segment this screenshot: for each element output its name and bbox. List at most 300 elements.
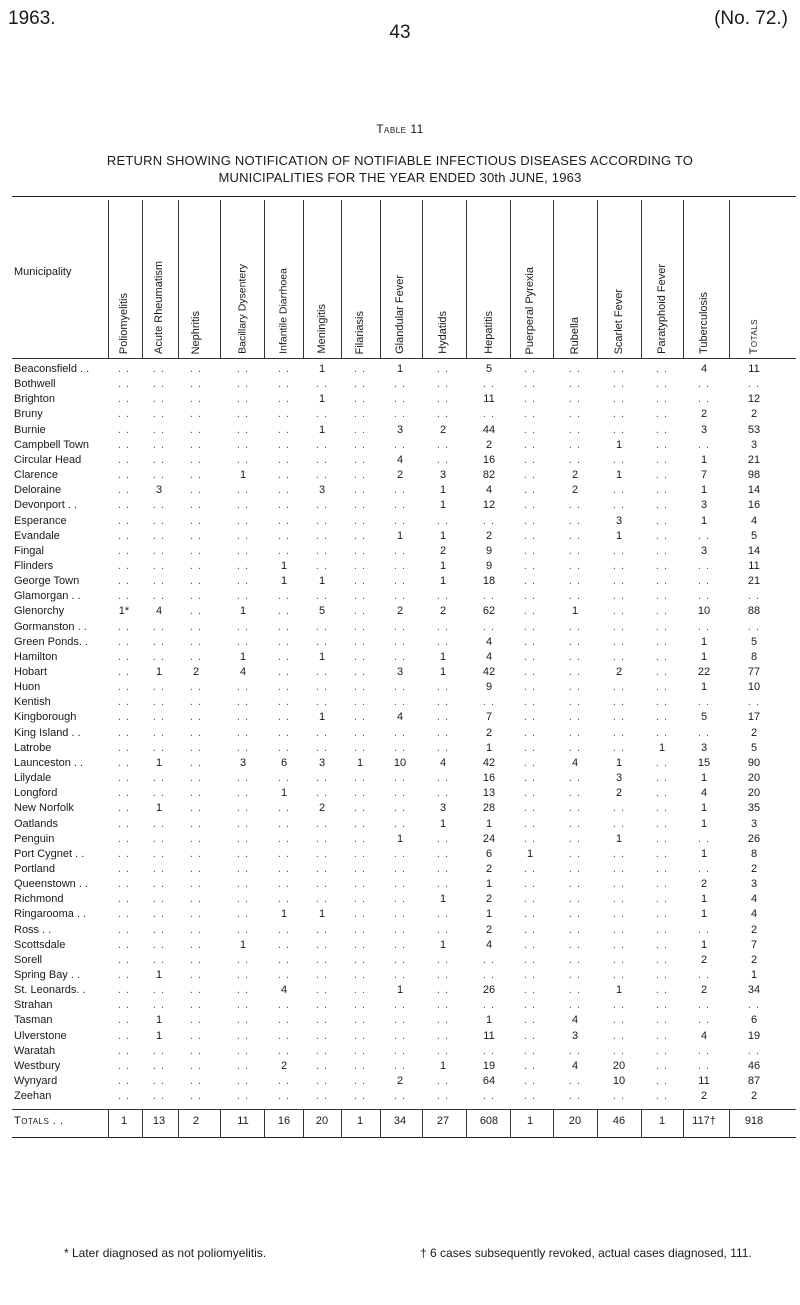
empty-cell-dots: . . [393,893,407,906]
empty-cell-dots: . . [523,772,537,785]
empty-cell-dots: . . [697,862,711,875]
cell-hepatitis: 9 [485,681,493,694]
table-row [0,560,800,575]
empty-cell-dots: . . [236,544,250,557]
cell-hydatids: 2 [439,423,447,436]
cell-tuberculosis: 1 [700,681,708,694]
cell-infantile-diarrhoea: 6 [280,756,288,769]
cell-hydatids: 3 [439,802,447,815]
cell-puerperal-pyrexia [511,499,549,511]
empty-cell-dots: . . [189,999,203,1012]
cell-totals: 3 [750,878,758,891]
cell-totals: 5 [750,741,758,754]
cell-infantile-diarrhoea: 1 [280,787,288,800]
cell-infantile-diarrhoea [264,954,304,966]
cell-filariasis [341,469,379,481]
cell-glandular-fever: 1 [396,529,404,542]
empty-cell-dots: . . [393,1029,407,1042]
empty-cell-dots: . . [315,923,329,936]
empty-cell-dots: . . [152,938,166,951]
table-row [0,484,800,499]
cell-tuberculosis: 22 [697,666,711,678]
cell-infantile-diarrhoea [264,833,304,845]
cell-puerperal-pyrexia [511,757,549,769]
municipality-name: Burnie [14,423,46,436]
empty-cell-dots: . . [523,893,537,906]
empty-cell-dots: . . [568,726,582,739]
column-header-label: Rubella [569,316,581,354]
empty-cell-dots: . . [236,529,250,542]
cell-totals: 17 [747,711,761,724]
empty-cell-dots: . . [189,953,203,966]
table-row [0,621,800,636]
empty-cell-dots: . . [612,696,626,709]
cell-acute-rheumatism [141,651,177,663]
cell-glandular-fever [380,393,420,405]
empty-cell-dots: . . [436,969,450,981]
empty-cell-dots: . . [393,787,407,800]
empty-cell-dots: . . [482,590,496,603]
municipality-name: Green Ponds. . [14,635,88,648]
empty-cell-dots: . . [152,1044,166,1057]
cell-tuberculosis: 2 [700,953,708,966]
empty-cell-dots: . . [436,635,450,648]
cell-totals: 6 [750,1014,758,1027]
empty-cell-dots: . . [236,620,250,633]
cell-meningitis [304,878,340,890]
cell-puerperal-pyrexia [511,863,549,875]
empty-cell-dots: . . [612,923,626,936]
cell-acute-rheumatism [141,363,177,375]
cell-tuberculosis: 3 [700,544,708,557]
empty-cell-dots: . . [655,969,669,981]
cell-tuberculosis: 2 [700,878,708,891]
cell-nephritis [178,499,214,511]
cell-filariasis [341,984,379,996]
table-row [0,681,800,696]
empty-cell-dots: . . [393,923,407,936]
empty-cell-dots: . . [697,590,711,603]
cell-totals: 11 [748,363,760,375]
empty-cell-dots: . . [353,893,367,906]
cell-nephritis [178,681,214,693]
empty-cell-dots: . . [236,378,250,391]
empty-cell-dots: . . [117,514,131,527]
cell-puerperal-pyrexia: 1 [526,847,534,860]
cell-totals: 20 [747,787,761,800]
cell-rubella [553,908,597,920]
cell-totals: 14 [747,544,761,557]
empty-cell-dots: . . [747,378,761,391]
cell-scarlet-fever [599,924,639,936]
empty-cell-dots: . . [568,378,582,391]
column-divider [142,200,143,358]
empty-cell-dots: . . [612,1090,626,1103]
empty-cell-dots: . . [236,393,250,406]
empty-cell-dots: . . [117,832,131,845]
column-header-label: Scarlet Fever [613,288,625,354]
table-row [0,408,800,423]
empty-cell-dots: . . [315,772,329,785]
cell-bacillary-dysentery [223,908,263,920]
empty-cell-dots: . . [315,438,329,451]
empty-cell-dots: . . [353,620,367,633]
empty-cell-dots: . . [612,1044,626,1057]
cell-meningitis [304,1090,340,1102]
cell-filariasis [341,545,379,557]
empty-cell-dots: . . [152,469,166,482]
empty-cell-dots: . . [117,438,131,451]
municipality-name: Kingborough [14,711,77,724]
cell-meningitis [304,772,340,784]
empty-cell-dots: . . [353,741,367,754]
cell-puerperal-pyrexia [511,439,549,451]
cell-poliomyelitis [106,772,142,784]
cell-paratyphoid-fever [641,408,683,420]
cell-paratyphoid-fever [641,499,683,511]
municipality-name: Scottsdale [14,938,66,951]
empty-cell-dots: . . [152,363,166,375]
empty-cell-dots: . . [436,832,450,845]
cell-filariasis: 1 [356,756,364,769]
cell-paratyphoid-fever [641,378,683,390]
empty-cell-dots: . . [315,696,329,709]
cell-infantile-diarrhoea: 1 [280,559,288,572]
table-row [0,590,800,605]
total-acute-rheumatism: 13 [152,1115,166,1128]
cell-paratyphoid-fever [641,681,683,693]
table-row [0,969,800,984]
cell-scarlet-fever [599,878,639,890]
empty-cell-dots: . . [277,393,291,406]
empty-cell-dots: . . [523,984,537,997]
cell-puerperal-pyrexia [511,939,549,951]
empty-cell-dots: . . [612,453,626,466]
empty-cell-dots: . . [236,696,250,709]
empty-cell-dots: . . [315,590,329,603]
cell-acute-rheumatism: 1 [155,802,163,815]
cell-tuberculosis: 2 [700,1090,708,1103]
cell-hepatitis: 4 [485,938,493,951]
empty-cell-dots: . . [189,1014,203,1027]
cell-acute-rheumatism [141,696,177,708]
empty-cell-dots: . . [152,862,166,875]
empty-cell-dots: . . [523,711,537,724]
total-meningitis: 20 [315,1115,329,1128]
total-paratyphoid-fever: 1 [658,1115,666,1128]
cell-poliomyelitis [106,575,142,587]
empty-cell-dots: . . [697,378,711,391]
empty-cell-dots: . . [612,393,626,406]
municipality-name: Brighton [14,393,55,406]
column-header-poliomyelitis [106,200,142,358]
cell-poliomyelitis [106,469,142,481]
empty-cell-dots: . . [568,666,582,678]
cell-totals [730,999,778,1011]
cell-hydatids: 1 [439,529,447,542]
cell-rubella [553,954,597,966]
empty-cell-dots: . . [117,378,131,391]
cell-totals: 90 [747,756,761,769]
cell-acute-rheumatism [141,439,177,451]
cell-scarlet-fever [599,499,639,511]
empty-cell-dots: . . [315,862,329,875]
cell-meningitis [304,408,340,420]
empty-cell-dots: . . [436,1090,450,1103]
empty-cell-dots: . . [523,817,537,830]
empty-cell-dots: . . [315,953,329,966]
cell-infantile-diarrhoea [264,378,304,390]
empty-cell-dots: . . [436,984,450,997]
empty-cell-dots: . . [117,469,131,482]
cell-glandular-fever: 3 [396,423,404,436]
cell-hydatids [423,1030,463,1042]
cell-bacillary-dysentery [223,878,263,890]
empty-cell-dots: . . [315,514,329,527]
cell-rubella [553,439,597,451]
cell-glandular-fever: 10 [393,756,407,769]
cell-glandular-fever [380,651,420,663]
table-label: Table 11 [376,122,424,136]
cell-bacillary-dysentery [223,560,263,572]
empty-cell-dots: . . [152,878,166,891]
column-header-bacillary-dysentery [223,200,263,358]
cell-hydatids [423,863,463,875]
cell-meningitis [304,545,340,557]
empty-cell-dots: . . [117,1014,131,1027]
cell-hydatids: 1 [439,893,447,906]
cell-scarlet-fever [599,378,639,390]
cell-tuberculosis: 2 [700,984,708,997]
empty-cell-dots: . . [152,726,166,739]
empty-cell-dots: . . [277,544,291,557]
cell-poliomyelitis [106,560,142,572]
cell-acute-rheumatism: 4 [155,605,163,618]
cell-acute-rheumatism [141,575,177,587]
empty-cell-dots: . . [523,423,537,436]
cell-hepatitis: 18 [482,575,496,588]
cell-hepatitis: 28 [482,802,496,815]
cell-paratyphoid-fever [641,863,683,875]
empty-cell-dots: . . [436,772,450,785]
empty-cell-dots: . . [393,408,407,421]
empty-cell-dots: . . [277,817,291,830]
empty-cell-dots: . . [568,514,582,527]
header-rule [12,358,796,359]
empty-cell-dots: . . [523,469,537,482]
cell-paratyphoid-fever [641,924,683,936]
empty-cell-dots: . . [277,590,291,603]
cell-scarlet-fever [599,939,639,951]
empty-cell-dots: . . [436,590,450,603]
empty-cell-dots: . . [236,1075,250,1088]
cell-meningitis [304,818,340,830]
cell-hydatids [423,999,463,1011]
empty-cell-dots: . . [189,423,203,436]
cell-poliomyelitis [106,1090,142,1102]
municipality-name: George Town [14,575,80,588]
municipality-name: Strahan [14,999,53,1012]
cell-paratyphoid-fever [641,469,683,481]
empty-cell-dots: . . [393,1090,407,1103]
cell-scarlet-fever: 1 [615,469,623,482]
cell-infantile-diarrhoea [264,621,304,633]
empty-cell-dots: . . [612,681,626,694]
empty-cell-dots: . . [568,438,582,451]
empty-cell-dots: . . [152,772,166,785]
empty-cell-dots: . . [436,726,450,739]
cell-filariasis [341,939,379,951]
empty-cell-dots: . . [189,635,203,648]
empty-cell-dots: . . [353,908,367,921]
empty-cell-dots: . . [117,878,131,891]
cell-tuberculosis [681,833,727,845]
column-header-label: Poliomyelitis [118,292,130,354]
cell-rubella [553,999,597,1011]
empty-cell-dots: . . [189,469,203,482]
cell-paratyphoid-fever [641,1014,683,1026]
cell-scarlet-fever [599,560,639,572]
empty-cell-dots: . . [393,544,407,557]
cell-nephritis [178,954,214,966]
empty-cell-dots: . . [523,453,537,466]
municipality-name: Deloraine [14,484,62,497]
cell-infantile-diarrhoea [264,742,304,754]
empty-cell-dots: . . [612,605,626,618]
column-header-label: Hydatids [437,311,449,354]
cell-tuberculosis [681,696,727,708]
empty-cell-dots: . . [697,726,711,739]
empty-cell-dots: . . [482,999,496,1012]
cell-tuberculosis [681,1045,727,1057]
empty-cell-dots: . . [523,862,537,875]
cell-scarlet-fever [599,681,639,693]
empty-cell-dots: . . [436,620,450,633]
cell-scarlet-fever: 3 [615,772,623,785]
cell-scarlet-fever [599,1090,639,1102]
empty-cell-dots: . . [655,938,669,951]
cell-filariasis [341,999,379,1011]
cell-rubella [553,1075,597,1087]
cell-rubella [553,924,597,936]
cell-totals: 7 [750,938,758,951]
cell-hydatids: 1 [439,484,447,497]
empty-cell-dots: . . [117,499,131,512]
cell-poliomyelitis [106,1014,142,1026]
cell-poliomyelitis [106,651,142,663]
table-top-rule [12,196,796,197]
cell-bacillary-dysentery [223,833,263,845]
empty-cell-dots: . . [152,453,166,466]
empty-cell-dots: . . [315,832,329,845]
cell-totals: 77 [747,666,761,678]
column-divider [178,200,179,358]
cell-paratyphoid-fever [641,651,683,663]
empty-cell-dots: . . [393,575,407,588]
empty-cell-dots: . . [117,696,131,709]
empty-cell-dots: . . [315,893,329,906]
cell-acute-rheumatism [141,560,177,572]
empty-cell-dots: . . [436,378,450,391]
cell-glandular-fever [380,499,420,511]
empty-cell-dots: . . [655,681,669,694]
cell-rubella [553,408,597,420]
empty-cell-dots: . . [482,1044,496,1057]
cell-infantile-diarrhoea [264,818,304,830]
cell-puerperal-pyrexia [511,590,549,602]
cell-totals: 16 [747,499,761,512]
empty-cell-dots: . . [436,1029,450,1042]
cell-puerperal-pyrexia [511,393,549,405]
cell-nephritis [178,515,214,527]
cell-infantile-diarrhoea [264,802,304,814]
cell-infantile-diarrhoea [264,863,304,875]
cell-filariasis [341,954,379,966]
cell-totals: 21 [747,453,761,466]
empty-cell-dots: . . [315,1014,329,1027]
cell-nephritis [178,772,214,784]
cell-scarlet-fever [599,605,639,617]
cell-bacillary-dysentery [223,424,263,436]
cell-hepatitis: 7 [485,711,493,724]
table-row [0,833,800,848]
cell-tuberculosis [681,999,727,1011]
cell-acute-rheumatism [141,1090,177,1102]
cell-bacillary-dysentery [223,848,263,860]
empty-cell-dots: . . [523,832,537,845]
municipality-name: Hamilton [14,650,58,663]
cell-meningitis: 2 [318,802,326,815]
empty-cell-dots: . . [353,666,367,678]
cell-hydatids [423,1045,463,1057]
column-header-label: Tuberculosis [698,292,710,354]
cell-meningitis [304,833,340,845]
empty-cell-dots: . . [236,514,250,527]
empty-cell-dots: . . [393,817,407,830]
empty-cell-dots: . . [277,1090,291,1103]
empty-cell-dots: . . [655,984,669,997]
cell-glandular-fever [380,802,420,814]
empty-cell-dots: . . [655,696,669,709]
cell-scarlet-fever: 1 [615,529,623,542]
empty-cell-dots: . . [189,1090,203,1103]
cell-infantile-diarrhoea [264,393,304,405]
cell-hydatids: 1 [439,559,447,572]
cell-paratyphoid-fever [641,939,683,951]
cell-hydatids [423,1075,463,1087]
empty-cell-dots: . . [152,635,166,648]
cell-acute-rheumatism [141,424,177,436]
empty-cell-dots: . . [655,908,669,921]
empty-cell-dots: . . [393,1014,407,1027]
empty-cell-dots: . . [393,862,407,875]
cell-meningitis: 3 [318,484,326,497]
cell-poliomyelitis: 1* [118,605,130,618]
cell-tuberculosis: 1 [700,514,708,527]
cell-hepatitis [467,515,511,527]
cell-totals: 10 [747,681,761,694]
empty-cell-dots: . . [393,847,407,860]
empty-cell-dots: . . [568,635,582,648]
empty-cell-dots: . . [117,938,131,951]
empty-cell-dots: . . [315,544,329,557]
column-header-rubella [553,200,597,358]
cell-puerperal-pyrexia [511,636,549,648]
cell-infantile-diarrhoea: 1 [280,908,288,921]
municipality-name: Huon [14,681,41,694]
cell-poliomyelitis [106,484,142,496]
empty-cell-dots: . . [393,999,407,1012]
